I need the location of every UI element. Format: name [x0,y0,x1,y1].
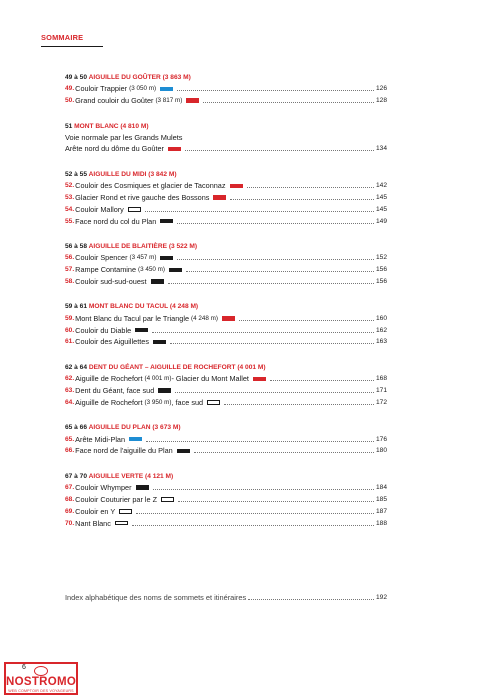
section-name: AIGUILLE VERTE (4 121 M) [88,472,174,480]
entry-number: 67. [65,484,75,492]
toc-section [65,121,387,155]
toc-section [65,422,387,457]
section-name: AIGUILLE DE BLAITIÈRE (3 522 M) [88,243,198,251]
entry-label: Arête nord du dôme du Goûter [65,144,164,154]
leader-dots [178,501,374,502]
entry-page: 156 [375,278,387,286]
entry-label: Mont Blanc du Tacul par le Triangle [75,313,190,323]
toc-entry[interactable] [65,95,387,107]
entry-label: Couloir des Aiguillettes [75,337,149,347]
entry-label: Aiguille de Rochefort [75,397,143,407]
entry-number: 53. [65,194,75,202]
section-name: AIGUILLE DU PLAN (3 673 M) [88,424,181,432]
toc-entry[interactable] [65,215,387,227]
entry-page: 145 [375,205,387,213]
entry-label: Grand couloir du Goûter [75,96,154,106]
entry-number: 59. [65,314,75,322]
entry-label: Aiguille de Rochefort [75,374,143,384]
difficulty-badge-icon [136,485,149,490]
difficulty-badge-icon [158,388,171,393]
entry-label: Rampe Contamine [75,265,137,275]
entry-label: Glacier Rond et rive gauche des Bossons [75,193,210,203]
section-name: MONT BLANC DU TACUL (4 248 M) [88,303,199,311]
entry-label: Couloir Couturier par le Z [75,495,158,505]
toc-entry[interactable] [65,143,387,155]
section-range: 49 à 50 [65,74,89,81]
entry-label: Face nord de l'aiguille du Plan [75,446,173,456]
difficulty-badge-icon [169,268,182,273]
entry-altitude: (3 050 m) [129,85,157,93]
entry-page: 163 [375,338,387,346]
entry-number: 66. [65,447,75,455]
toc-entry[interactable] [65,396,387,408]
difficulty-badge-icon [186,98,199,103]
difficulty-badge-icon [128,207,141,212]
leader-dots [177,90,374,91]
entry-altitude: (4 001 m) [144,375,172,383]
entry-number: 64. [65,398,75,406]
difficulty-badge-icon [160,87,173,92]
entry-number: 61. [65,338,75,346]
entry-number: 57. [65,266,75,274]
entry-altitude: (3 817 m) [155,97,183,105]
entry-page: 162 [375,326,387,334]
leader-dots [270,380,374,381]
leader-dots [194,452,374,453]
toc-entry[interactable] [65,324,387,336]
leader-dots [175,392,374,393]
entry-number: 68. [65,496,75,504]
header-rule [41,46,103,47]
index-page: 192 [375,594,387,601]
difficulty-badge-icon [230,184,243,189]
nostromo-logo [4,662,78,695]
globe-icon [34,666,48,676]
section-heading [65,422,387,433]
toc-entry[interactable] [65,252,387,264]
difficulty-badge-icon [129,437,142,442]
toc-section [65,301,387,347]
section-range: 51 [65,122,75,130]
index-entry[interactable] [65,593,387,602]
leader-dots [186,271,374,272]
difficulty-badge-icon [153,340,166,345]
entry-label: Face nord du col du Plan [75,216,157,226]
leader-dots [239,320,374,321]
section-name: MONT BLANC (4 810 M) [74,122,149,130]
leader-dots [136,513,374,514]
page-title: SOMMAIRE [41,33,84,42]
entry-label-suffix: - Glacier du Mont Mallet [171,374,249,384]
section-spacer [65,155,387,169]
toc-section [65,471,387,529]
logo-brand: NOSTROMO [6,676,77,688]
toc-entry[interactable] [65,276,387,288]
entry-label: Couloir en Y [75,506,116,516]
section-spacer [65,227,387,241]
toc-entry[interactable] [65,312,387,324]
entry-number: 49. [65,85,75,93]
difficulty-badge-icon [119,509,132,514]
entry-page: 128 [375,97,387,105]
toc-entry[interactable] [65,203,387,215]
entry-page: 145 [375,194,387,202]
route-line: Voie normale par les Grands Mulets [65,132,183,142]
section-name: DENT DU GÉANT – AIGUILLE DE ROCHEFORT (4 001 M) [88,363,266,371]
toc-entry[interactable] [65,433,387,445]
leader-dots [230,199,374,200]
leader-dots [170,343,374,344]
entry-number: 55. [65,217,75,225]
entry-label: Dent du Géant, face sud [75,386,155,396]
entry-page: 188 [375,519,387,527]
index-label: Index alphabétique des noms de sommets et itinéraires [65,593,247,602]
entry-number: 50. [65,97,75,105]
entry-altitude: (3 950 m) [144,398,172,406]
leader-dots [132,525,374,526]
difficulty-badge-icon [168,147,181,152]
difficulty-badge-icon [213,195,226,200]
toc-entry[interactable] [65,264,387,276]
leader-dots [152,332,374,333]
toc-header [41,33,103,47]
entry-number: 54. [65,205,75,213]
entry-number: 60. [65,326,75,334]
difficulty-badge-icon [151,279,164,284]
entry-label: Couloir des Cosmiques et glacier de Taconnaz [75,181,226,191]
entry-number: 52. [65,182,75,190]
leader-dots [153,489,374,490]
entry-number: 62. [65,375,75,383]
section-range: 65 à 66 [65,424,89,432]
leader-dots [248,599,374,600]
entry-label: Couloir Spencer [75,253,128,263]
toc-entry[interactable] [65,445,387,457]
section-spacer [65,348,387,362]
entry-page: 185 [375,496,387,504]
entry-page: 126 [375,85,387,93]
section-range: 59 à 61 [65,303,89,311]
section-heading [65,362,387,373]
leader-dots [177,223,374,224]
toc-entry[interactable] [65,385,387,397]
leader-dots [203,102,374,103]
entry-number: 69. [65,507,75,515]
leader-dots [146,441,374,442]
entry-page: 149 [375,217,387,225]
difficulty-badge-icon [115,521,128,526]
logo-tagline: WEB COMPTOIR DES VOYAGEURS [8,689,74,693]
toc-entry[interactable] [65,192,387,204]
entry-number: 70. [65,519,75,527]
difficulty-badge-icon [207,400,220,405]
difficulty-badge-icon [135,328,148,333]
entry-page: 176 [375,435,387,443]
entry-label: Couloir du Diable [75,325,132,335]
toc-entry[interactable] [65,373,387,385]
entry-page: 172 [375,398,387,406]
entry-page: 168 [375,375,387,383]
toc-entry[interactable] [65,482,387,494]
entry-number: 63. [65,387,75,395]
entry-page: 156 [375,266,387,274]
toc-entry[interactable] [65,494,387,506]
difficulty-badge-icon [222,316,235,321]
section-range: 62 à 64 [65,363,89,371]
entry-page: 187 [375,507,387,515]
entry-label: Couloir sud-sud-ouest [75,277,147,287]
section-heading [65,241,387,252]
difficulty-badge-icon [177,449,190,454]
entry-number: 58. [65,278,75,286]
entry-label-suffix: , face sud [171,397,204,407]
section-heading [65,471,387,482]
section-range: 67 à 70 [65,472,89,480]
difficulty-badge-icon [253,377,266,382]
toc-section [65,241,387,287]
toc-entry[interactable] [65,180,387,192]
toc-entry[interactable] [65,505,387,517]
toc-section [65,169,387,227]
entry-altitude: (3 457 m) [129,254,157,262]
section-range: 52 à 55 [65,170,89,178]
toc-entry[interactable] [65,517,387,529]
leader-dots [177,259,374,260]
entry-label: Couloir Trappier [75,84,128,94]
section-spacer [65,107,387,121]
toc-section [65,362,387,408]
entry-page: 142 [375,182,387,190]
table-of-contents [65,72,387,529]
section-spacer [65,457,387,471]
entry-page: 160 [375,314,387,322]
entry-label: Couloir Mallory [75,204,124,214]
entry-altitude: (3 450 m) [138,266,165,274]
difficulty-badge-icon [160,219,173,224]
toc-entry[interactable] [65,336,387,348]
section-spacer [65,408,387,422]
entry-page: 171 [375,387,387,395]
entry-page: 184 [375,484,387,492]
leader-dots [224,404,374,405]
entry-number: 65. [65,435,75,443]
section-heading [65,121,387,132]
entry-page: 134 [375,145,387,153]
difficulty-badge-icon [160,256,173,261]
page-number: 6 [22,664,26,671]
entry-label: Nant Blanc [75,518,111,528]
section-heading [65,169,387,180]
entry-label: Arête Midi-Plan [75,434,126,444]
leader-dots [145,211,374,212]
section-range: 56 à 58 [65,243,89,251]
entry-altitude: (4 248 m) [191,314,218,322]
leader-dots [247,187,374,188]
entry-number: 56. [65,254,75,262]
section-name: AIGUILLE DU GOÛTER (3 863 M) [88,74,191,81]
difficulty-badge-icon [161,497,174,502]
entry-page: 152 [375,254,387,262]
entry-page: 180 [375,447,387,455]
leader-dots [168,283,374,284]
toc-entry[interactable] [65,83,387,95]
section-name: AIGUILLE DU MIDI (3 842 M) [88,170,177,178]
toc-section [65,72,387,107]
leader-dots [185,150,374,151]
entry-label: Couloir Whymper [75,483,132,493]
section-heading [65,72,387,83]
section-spacer [65,287,387,301]
section-heading [65,301,387,312]
